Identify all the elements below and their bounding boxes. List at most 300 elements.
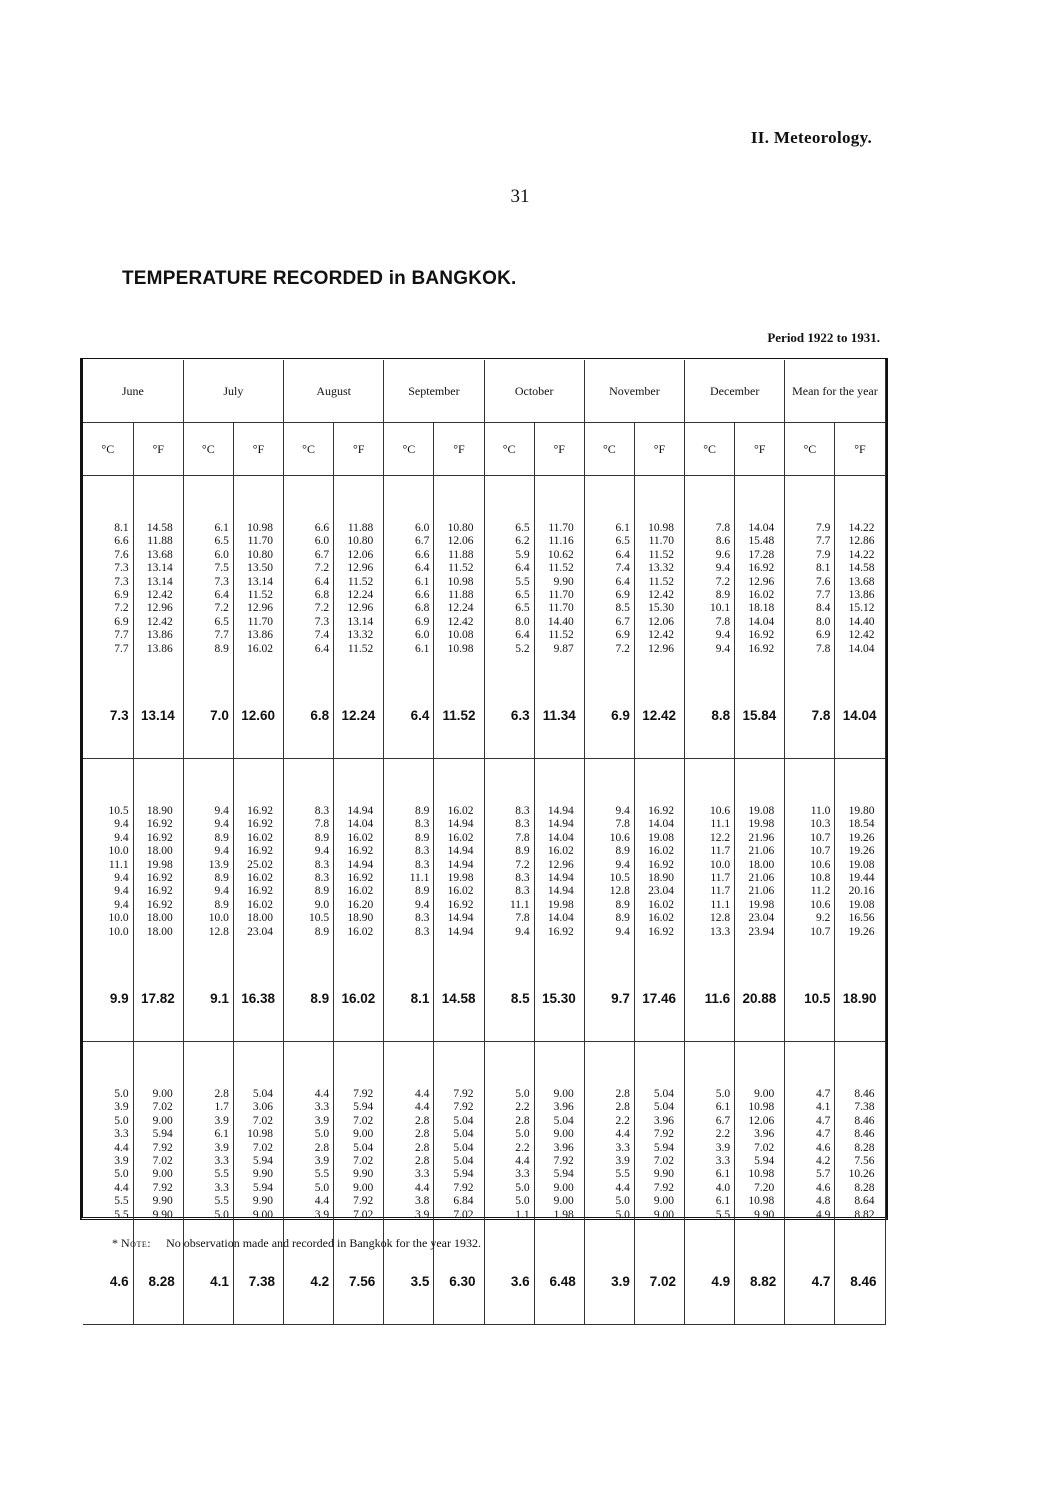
value-cell: 5.5 <box>114 1208 129 1221</box>
value-cell: 16.92 <box>347 871 374 884</box>
value-cell: 18.00 <box>247 912 274 925</box>
month-header: August <box>284 360 384 423</box>
value-cell: 16.02 <box>447 805 474 817</box>
spacer-row <box>83 1042 885 1083</box>
month-header: October <box>484 360 584 423</box>
value-column <box>384 516 434 672</box>
value-cell: 5.5 <box>114 1195 129 1208</box>
value-cell: 10.98 <box>447 575 474 588</box>
mean-cell: 16.38 <box>233 955 283 1042</box>
value-cell: 11.1 <box>710 818 731 831</box>
value-cell: 16.20 <box>347 898 374 911</box>
spacer-cell <box>284 759 334 800</box>
value-cell: 14.40 <box>848 615 875 628</box>
value-cell: 19.08 <box>648 831 675 844</box>
value-cell: 5.04 <box>453 1141 474 1154</box>
value-cell: 7.56 <box>854 1154 875 1167</box>
spacer-cell <box>434 476 484 517</box>
value-cell: 7.02 <box>353 1154 374 1167</box>
mean-cell: 6.48 <box>534 1238 584 1325</box>
value-column <box>785 799 835 955</box>
value-cell: 6.0 <box>314 535 330 548</box>
value-cell: 7.92 <box>353 1195 374 1208</box>
value-column <box>384 1082 434 1238</box>
mean-cell: 16.02 <box>334 955 384 1042</box>
value-cell: 8.3 <box>515 805 530 817</box>
value-cell: 8.3 <box>515 871 530 884</box>
value-cell: 5.5 <box>515 575 530 588</box>
value-cell: 10.0 <box>108 845 129 858</box>
value-cell: 5.0 <box>615 1195 630 1208</box>
value-cell: 16.02 <box>347 925 374 938</box>
value-cell: 7.8 <box>515 831 530 844</box>
value-cell: 7.3 <box>114 562 129 575</box>
value-cell: 8.3 <box>415 858 430 871</box>
value-cell: 7.92 <box>653 1128 675 1141</box>
value-cell: 6.5 <box>214 535 229 548</box>
value-cell: 6.9 <box>615 629 630 642</box>
unit-header: °F <box>835 423 885 476</box>
value-cell: 5.0 <box>515 1181 530 1194</box>
value-cell: 7.7 <box>816 588 831 601</box>
month-header: September <box>384 360 484 423</box>
value-cell: 12.2 <box>710 831 731 844</box>
value-cell: 14.94 <box>447 845 474 858</box>
value-cell: 7.8 <box>715 522 731 534</box>
value-cell: 2.8 <box>415 1128 430 1141</box>
spacer-cell <box>334 1042 384 1083</box>
value-cell: 7.3 <box>214 575 229 588</box>
spacer-cell <box>785 476 835 517</box>
value-column <box>334 516 384 672</box>
value-cell: 5.04 <box>453 1128 474 1141</box>
value-cell: 6.5 <box>515 588 530 601</box>
value-cell: 7.2 <box>114 602 129 615</box>
value-cell: 8.3 <box>314 871 330 884</box>
value-column <box>634 516 684 672</box>
value-cell: 8.3 <box>515 818 530 831</box>
mean-cell: 9.9 <box>83 955 133 1042</box>
value-cell: 17.28 <box>748 548 775 561</box>
value-cell: 14.22 <box>848 522 875 534</box>
value-column <box>835 1082 885 1238</box>
value-cell: 10.0 <box>710 858 731 871</box>
value-cell: 5.5 <box>314 1168 330 1181</box>
value-cell: 6.4 <box>214 588 229 601</box>
spacer-cell <box>484 1042 534 1083</box>
value-cell: 9.00 <box>754 1088 775 1100</box>
value-cell: 10.6 <box>810 898 831 911</box>
value-cell: 5.94 <box>152 1128 173 1141</box>
spacer-cell <box>284 476 334 517</box>
value-cell: 9.90 <box>754 1208 775 1221</box>
value-cell: 5.04 <box>453 1154 474 1167</box>
value-cell: 8.9 <box>615 845 630 858</box>
unit-header: °F <box>534 423 584 476</box>
yearly-values-group <box>83 1082 885 1238</box>
value-cell: 3.9 <box>314 1154 330 1167</box>
value-cell: 7.2 <box>515 858 530 871</box>
value-cell: 13.86 <box>146 629 173 642</box>
value-cell: 12.8 <box>208 925 229 938</box>
value-cell: 6.6 <box>114 535 129 548</box>
mean-cell: 8.8 <box>685 672 735 759</box>
value-cell: 19.98 <box>447 871 474 884</box>
value-cell: 16.92 <box>247 818 274 831</box>
spacer-cell <box>634 476 684 517</box>
value-cell: 12.96 <box>347 562 374 575</box>
value-cell: 16.92 <box>748 629 775 642</box>
value-cell: 3.96 <box>553 1101 574 1114</box>
value-cell: 10.0 <box>108 925 129 938</box>
spacer-cell <box>584 1042 634 1083</box>
value-cell: 4.4 <box>415 1181 430 1194</box>
yearly-values-group <box>83 516 885 672</box>
value-cell: 10.3 <box>810 818 831 831</box>
footnote-text: No observation made and recorded in Bangkok for the year 1932. <box>166 1236 481 1250</box>
value-cell: 9.4 <box>214 818 229 831</box>
value-cell: 14.40 <box>547 615 574 628</box>
value-cell: 6.1 <box>214 1128 229 1141</box>
value-cell: 10.98 <box>748 1195 775 1208</box>
value-cell: 6.1 <box>715 1168 731 1181</box>
value-column <box>484 516 534 672</box>
value-cell: 19.26 <box>848 845 875 858</box>
value-cell: 6.4 <box>314 575 330 588</box>
value-cell: 10.5 <box>309 912 330 925</box>
value-cell: 10.98 <box>247 1128 274 1141</box>
value-cell: 7.02 <box>252 1114 274 1127</box>
value-cell: 9.90 <box>152 1195 173 1208</box>
mean-cell: 17.46 <box>634 955 684 1042</box>
mean-cell: 12.24 <box>334 672 384 759</box>
value-cell: 18.00 <box>146 912 173 925</box>
value-cell: 11.70 <box>247 615 274 628</box>
value-cell: 2.2 <box>515 1101 530 1114</box>
value-cell: 9.4 <box>214 805 229 817</box>
value-cell: 9.4 <box>615 925 630 938</box>
value-cell: 14.94 <box>447 858 474 871</box>
value-cell: 7.02 <box>152 1154 173 1167</box>
unit-header: °F <box>233 423 283 476</box>
value-cell: 9.90 <box>553 575 574 588</box>
value-cell: 6.1 <box>615 522 630 534</box>
value-cell: 16.02 <box>547 845 574 858</box>
value-column <box>83 516 133 672</box>
mean-cell: 7.3 <box>83 672 133 759</box>
value-cell: 9.4 <box>214 885 229 898</box>
mean-cell: 4.7 <box>785 1238 835 1325</box>
mean-cell: 10.5 <box>785 955 835 1042</box>
value-cell: 14.22 <box>848 548 875 561</box>
value-cell: 9.00 <box>152 1088 173 1100</box>
spacer-cell <box>835 759 885 800</box>
value-cell: 8.9 <box>214 642 229 655</box>
value-cell: 12.86 <box>848 535 875 548</box>
unit-header: °C <box>685 423 735 476</box>
mean-cell: 3.6 <box>484 1238 534 1325</box>
value-column <box>484 799 534 955</box>
mean-cell: 14.04 <box>835 672 885 759</box>
table-body <box>83 476 885 1325</box>
spacer-cell <box>384 1042 434 1083</box>
spacer-cell <box>233 476 283 517</box>
value-cell: 6.1 <box>415 642 430 655</box>
value-cell: 12.42 <box>146 588 173 601</box>
value-cell: 8.82 <box>854 1208 875 1221</box>
value-cell: 8.1 <box>114 522 129 534</box>
value-cell: 8.9 <box>615 912 630 925</box>
value-cell: 5.0 <box>515 1088 530 1100</box>
value-cell: 3.9 <box>114 1154 129 1167</box>
value-cell: 3.3 <box>214 1154 229 1167</box>
month-header: Mean for the year <box>785 360 885 423</box>
mean-cell: 6.9 <box>584 672 634 759</box>
unit-header-row <box>83 423 885 476</box>
value-cell: 6.1 <box>415 575 430 588</box>
value-cell: 9.00 <box>553 1195 574 1208</box>
unit-header: °C <box>83 423 133 476</box>
value-cell: 9.00 <box>653 1208 675 1221</box>
value-cell: 12.96 <box>648 642 675 655</box>
value-cell: 6.1 <box>715 1101 731 1114</box>
value-cell: 16.92 <box>547 925 574 938</box>
value-cell: 10.98 <box>447 642 474 655</box>
value-cell: 14.04 <box>648 818 675 831</box>
value-column <box>284 799 334 955</box>
footnote-label: Note: <box>121 1236 152 1250</box>
value-cell: 10.5 <box>609 871 630 884</box>
value-cell: 7.4 <box>615 562 630 575</box>
value-cell: 3.3 <box>715 1154 731 1167</box>
value-cell: 14.94 <box>447 925 474 938</box>
value-cell: 12.42 <box>848 629 875 642</box>
value-cell: 9.6 <box>715 548 731 561</box>
spacer-cell <box>334 759 384 800</box>
spacer-cell <box>183 1042 233 1083</box>
value-cell: 2.8 <box>615 1101 630 1114</box>
value-cell: 13.14 <box>347 615 374 628</box>
value-cell: 13.86 <box>848 588 875 601</box>
value-cell: 12.42 <box>648 629 675 642</box>
value-cell: 10.7 <box>810 925 831 938</box>
value-cell: 5.0 <box>314 1181 330 1194</box>
yearly-values-group <box>83 799 885 955</box>
value-cell: 10.08 <box>447 629 474 642</box>
value-cell: 6.4 <box>515 629 530 642</box>
value-cell: 8.9 <box>415 885 430 898</box>
value-cell: 8.9 <box>214 831 229 844</box>
value-cell: 8.3 <box>415 912 430 925</box>
value-cell: 7.92 <box>453 1101 474 1114</box>
value-cell: 11.1 <box>509 898 530 911</box>
spacer-row <box>83 476 885 517</box>
value-cell: 7.92 <box>553 1154 574 1167</box>
value-cell: 2.2 <box>515 1141 530 1154</box>
section-title: II. Meteorology. <box>750 128 872 147</box>
value-cell: 16.02 <box>748 588 775 601</box>
value-cell: 19.98 <box>748 818 775 831</box>
value-cell: 6.4 <box>615 575 630 588</box>
value-cell: 11.1 <box>108 858 129 871</box>
value-cell: 11.88 <box>347 522 374 534</box>
value-cell: 16.02 <box>247 642 274 655</box>
value-cell: 11.70 <box>648 535 675 548</box>
value-cell: 11.52 <box>648 548 675 561</box>
value-cell: 5.04 <box>653 1088 675 1100</box>
mean-cell: 9.1 <box>183 955 233 1042</box>
value-cell: 19.44 <box>848 871 875 884</box>
value-cell: 9.90 <box>252 1168 274 1181</box>
value-cell: 4.6 <box>816 1141 831 1154</box>
value-cell: 12.96 <box>247 602 274 615</box>
value-cell: 16.92 <box>447 898 474 911</box>
value-cell: 12.96 <box>748 575 775 588</box>
value-cell: 5.0 <box>114 1088 129 1100</box>
value-cell: 12.42 <box>648 588 675 601</box>
spacer-cell <box>133 476 183 517</box>
value-cell: 6.4 <box>515 562 530 575</box>
value-cell: 7.3 <box>314 615 330 628</box>
value-cell: 2.8 <box>515 1114 530 1127</box>
value-cell: 18.00 <box>146 925 173 938</box>
value-cell: 5.7 <box>816 1168 831 1181</box>
value-cell: 8.5 <box>615 602 630 615</box>
value-cell: 4.4 <box>515 1154 530 1167</box>
value-column <box>735 1082 785 1238</box>
value-cell: 11.52 <box>548 629 574 642</box>
spacer-cell <box>83 1042 133 1083</box>
value-cell: 7.7 <box>114 629 129 642</box>
value-cell: 19.08 <box>748 805 775 817</box>
value-cell: 11.52 <box>347 575 374 588</box>
unit-header: °C <box>284 423 334 476</box>
temperature-table <box>83 360 886 1325</box>
value-cell: 4.4 <box>615 1128 630 1141</box>
value-cell: 6.9 <box>615 588 630 601</box>
value-cell: 6.9 <box>114 615 129 628</box>
value-cell: 9.4 <box>114 898 129 911</box>
value-cell: 9.4 <box>715 629 731 642</box>
spacer-cell <box>183 759 233 800</box>
value-column <box>83 799 133 955</box>
value-column <box>334 799 384 955</box>
value-cell: 7.9 <box>816 548 831 561</box>
spacer-cell <box>484 759 534 800</box>
value-cell: 11.88 <box>147 535 173 548</box>
value-cell: 10.62 <box>547 548 574 561</box>
value-column <box>685 1082 735 1238</box>
value-cell: 5.04 <box>553 1114 574 1127</box>
spacer-cell <box>584 759 634 800</box>
spacer-cell <box>534 759 584 800</box>
value-cell: 7.02 <box>353 1114 374 1127</box>
value-cell: 10.1 <box>710 602 731 615</box>
value-cell: 21.96 <box>748 831 775 844</box>
value-cell: 12.8 <box>609 885 630 898</box>
value-cell: 8.9 <box>415 805 430 817</box>
value-cell: 2.8 <box>314 1141 330 1154</box>
value-cell: 14.58 <box>146 522 173 534</box>
value-cell: 9.00 <box>353 1181 374 1194</box>
spacer-cell <box>835 476 885 517</box>
value-cell: 6.0 <box>415 629 430 642</box>
value-cell: 5.94 <box>754 1154 775 1167</box>
unit-header: °F <box>735 423 785 476</box>
value-cell: 5.94 <box>252 1181 274 1194</box>
spacer-cell <box>83 759 133 800</box>
value-cell: 11.7 <box>710 845 731 858</box>
value-cell: 5.94 <box>453 1168 474 1181</box>
value-cell: 2.8 <box>615 1088 630 1100</box>
value-cell: 8.3 <box>314 858 330 871</box>
value-column <box>785 1082 835 1238</box>
mean-cell: 12.42 <box>634 672 684 759</box>
value-column <box>384 799 434 955</box>
value-cell: 18.00 <box>146 845 173 858</box>
mean-cell: 17.82 <box>133 955 183 1042</box>
value-cell: 16.92 <box>146 831 173 844</box>
value-cell: 9.00 <box>653 1195 675 1208</box>
value-cell: 19.26 <box>848 925 875 938</box>
value-cell: 6.9 <box>114 588 129 601</box>
value-column <box>434 1082 484 1238</box>
mean-cell: 3.9 <box>584 1238 634 1325</box>
value-cell: 6.1 <box>715 1195 731 1208</box>
value-cell: 13.14 <box>146 562 173 575</box>
value-cell: 16.92 <box>648 805 675 817</box>
value-cell: 21.06 <box>748 871 775 884</box>
value-cell: 23.04 <box>648 885 675 898</box>
value-cell: 8.9 <box>214 871 229 884</box>
value-column <box>685 516 735 672</box>
value-cell: 10.0 <box>108 912 129 925</box>
mean-cell: 8.46 <box>835 1238 885 1325</box>
value-cell: 4.7 <box>816 1088 831 1100</box>
value-cell: 19.98 <box>146 858 173 871</box>
value-cell: 2.8 <box>415 1114 430 1127</box>
value-cell: 13.68 <box>848 575 875 588</box>
value-cell: 6.7 <box>715 1114 731 1127</box>
footnote-asterisk: * <box>112 1236 118 1250</box>
spacer-cell <box>634 1042 684 1083</box>
mean-cell: 11.6 <box>685 955 735 1042</box>
value-cell: 14.04 <box>848 642 875 655</box>
value-cell: 10.98 <box>247 522 274 534</box>
value-cell: 16.92 <box>146 885 173 898</box>
value-cell: 12.96 <box>547 858 574 871</box>
value-cell: 14.04 <box>748 522 775 534</box>
page-title: TEMPERATURE RECORDED in BANGKOK. <box>122 268 517 289</box>
spacer-row <box>83 759 885 800</box>
value-cell: 7.2 <box>314 602 330 615</box>
value-cell: 10.7 <box>810 831 831 844</box>
mean-cell: 15.84 <box>735 672 785 759</box>
value-cell: 5.0 <box>515 1195 530 1208</box>
value-cell: 10.6 <box>810 858 831 871</box>
value-cell: 20.16 <box>848 885 875 898</box>
mean-cell: 8.82 <box>735 1238 785 1325</box>
value-cell: 16.92 <box>146 818 173 831</box>
value-cell: 7.92 <box>152 1181 173 1194</box>
value-cell: 14.94 <box>547 818 574 831</box>
value-column <box>835 516 885 672</box>
value-cell: 8.9 <box>615 898 630 911</box>
value-column <box>133 516 183 672</box>
mean-cell: 7.02 <box>634 1238 684 1325</box>
value-cell: 5.94 <box>553 1168 574 1181</box>
value-cell: 8.0 <box>515 615 530 628</box>
